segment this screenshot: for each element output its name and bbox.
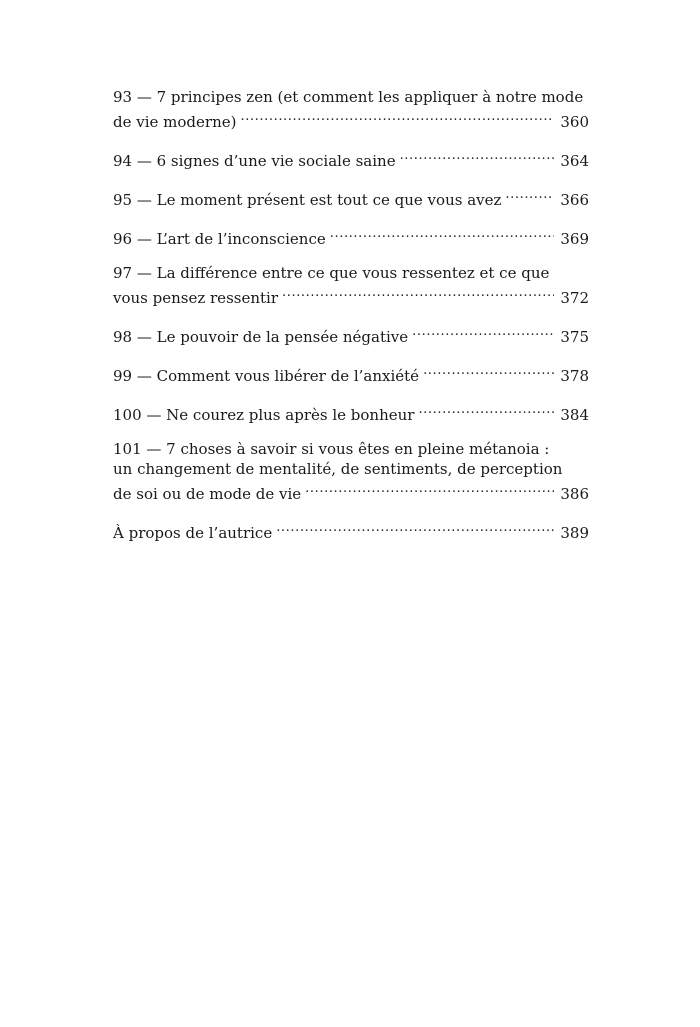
dot-leader <box>423 361 554 381</box>
toc-entry-title-line: 95 — Le moment présent est tout ce que vous avez <box>113 191 502 209</box>
toc-entry <box>113 439 589 504</box>
toc-entry-title-line: 96 — L’art de l’inconscience <box>113 230 326 248</box>
toc-entry <box>113 361 589 386</box>
toc-page-number: 375 <box>560 328 589 346</box>
toc-entry <box>113 400 589 425</box>
toc-entry-title-line: vous pensez ressentir <box>113 289 278 307</box>
toc-page-number: 364 <box>560 152 589 170</box>
toc-entry-row <box>113 185 589 210</box>
toc-entry-title-line: un changement de mentalité, de sentiments, de perception <box>113 460 563 478</box>
toc-entry-row <box>113 283 589 308</box>
dot-leader <box>330 224 555 244</box>
toc-entry-title-line: 101 — 7 choses à savoir si vous êtes en pleine métanoia : <box>113 440 550 458</box>
toc-entry-row <box>113 479 589 504</box>
toc-entry-row <box>113 322 589 347</box>
dot-leader <box>505 185 554 205</box>
toc-entry-title-line: 99 — Comment vous libérer de l’anxiété <box>113 367 420 385</box>
toc-page-number: 389 <box>560 524 589 542</box>
toc-entry-title-line: À propos de l’autrice <box>113 524 273 542</box>
table-of-contents <box>113 87 589 557</box>
toc-entry-row <box>113 146 589 171</box>
toc-page-number: 366 <box>560 191 589 209</box>
toc-page-number: 372 <box>560 289 589 307</box>
toc-entry-title-line: 100 — Ne courez plus après le bonheur <box>113 406 415 424</box>
toc-entry-row <box>113 400 589 425</box>
toc-entry-row <box>113 518 589 543</box>
toc-entry-title-line: 97 — La différence entre ce que vous ressentez et ce que <box>113 264 550 282</box>
toc-entry-row <box>113 361 589 386</box>
toc-entry-title-line: 98 — Le pouvoir de la pensée négative <box>113 328 409 346</box>
toc-entry-title-line: de soi ou de mode de vie <box>113 485 302 503</box>
toc-entry <box>113 185 589 210</box>
dot-leader <box>412 322 554 342</box>
toc-entry <box>113 224 589 249</box>
toc-entry <box>113 263 589 308</box>
toc-entry-title-line: 94 — 6 signes d’une vie sociale saine <box>113 152 396 170</box>
toc-entry-title-line: de vie moderne) <box>113 113 237 131</box>
toc-page-number: 360 <box>560 113 589 131</box>
toc-page-number: 378 <box>560 367 589 385</box>
toc-entry <box>113 518 589 543</box>
toc-page-number: 369 <box>560 230 589 248</box>
toc-page-number: 386 <box>560 485 589 503</box>
dot-leader <box>240 107 554 127</box>
toc-entry <box>113 146 589 171</box>
toc-page-number: 384 <box>560 406 589 424</box>
toc-entry-row <box>113 107 589 132</box>
dot-leader <box>400 146 555 166</box>
dot-leader <box>305 479 554 499</box>
toc-entry <box>113 87 589 132</box>
dot-leader <box>418 400 554 420</box>
toc-entry-title-line: 93 — 7 principes zen (et comment les appliquer à notre mode <box>113 88 584 106</box>
toc-entry <box>113 322 589 347</box>
dot-leader <box>276 518 554 538</box>
dot-leader <box>282 283 554 303</box>
toc-entry-row <box>113 224 589 249</box>
